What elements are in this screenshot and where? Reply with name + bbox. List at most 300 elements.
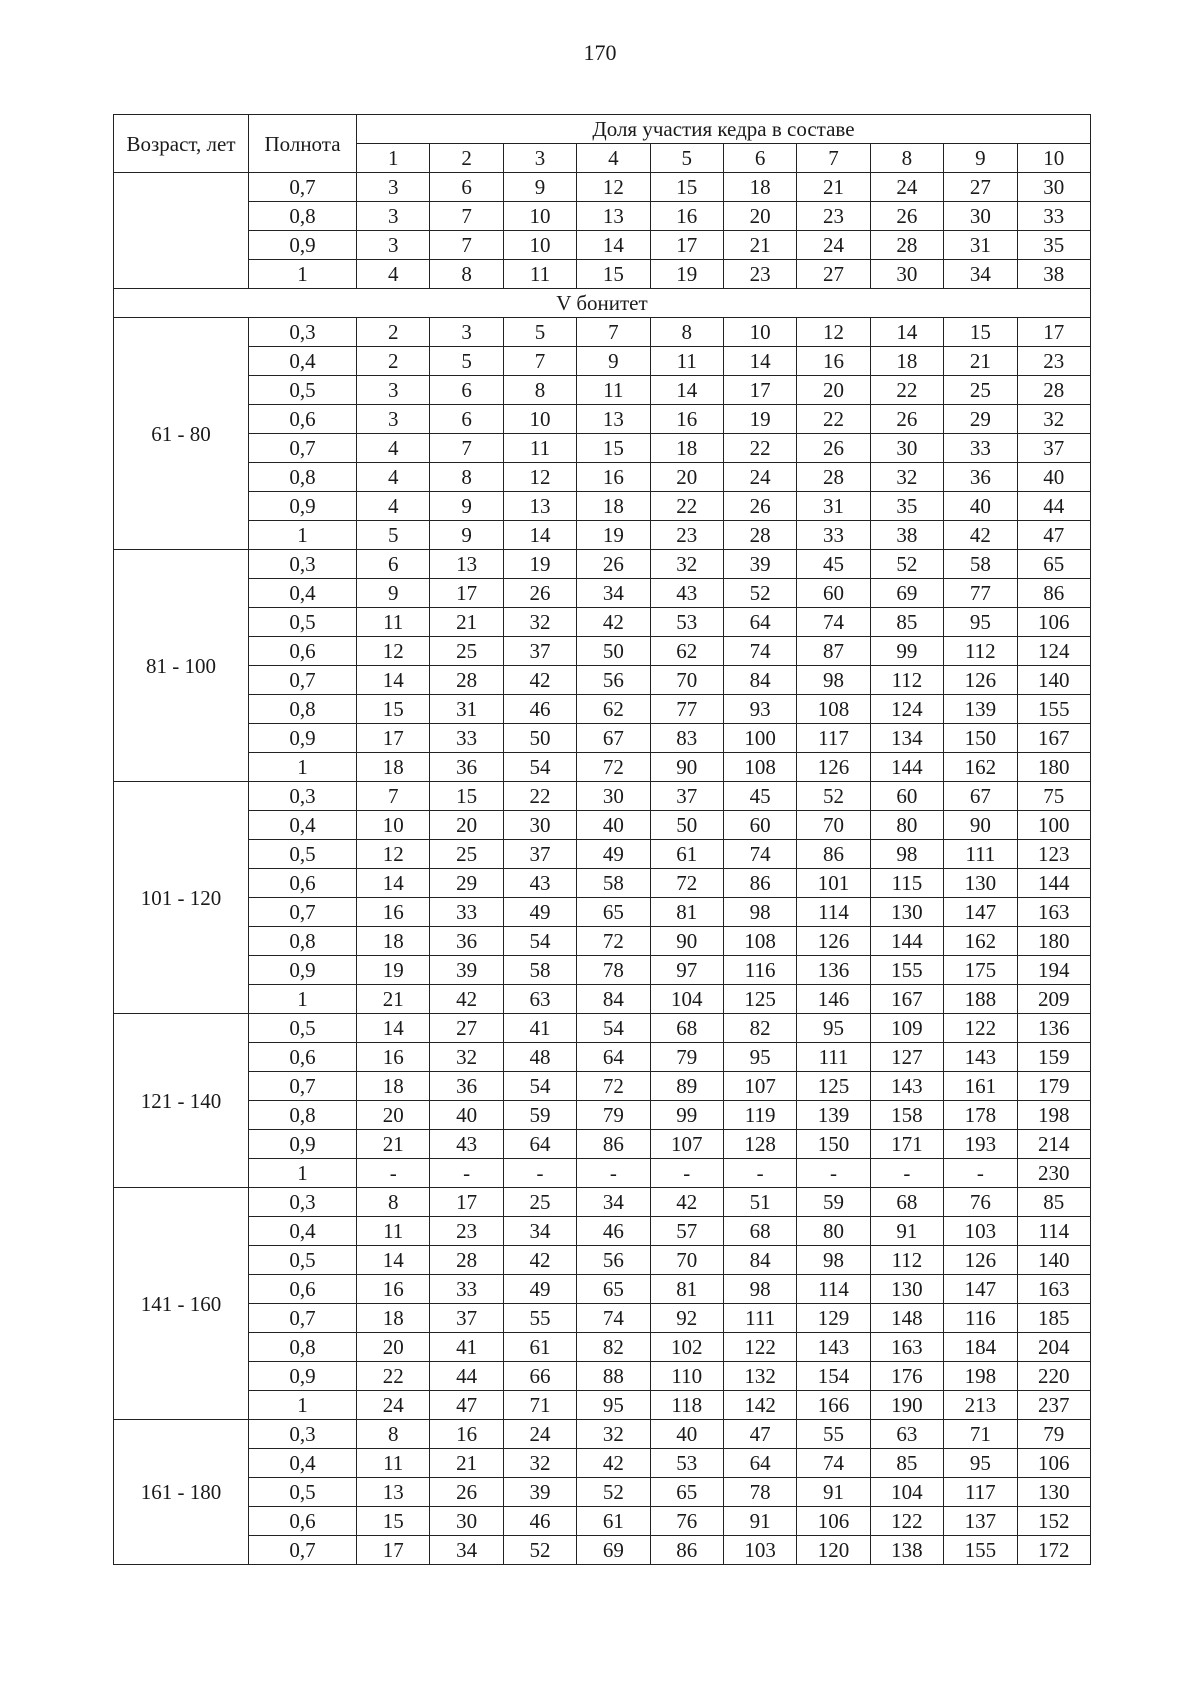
table-row: [114, 579, 1091, 608]
value-cell: 52: [503, 1536, 576, 1565]
value-cell: 126: [944, 1246, 1017, 1275]
fullness-cell: 1: [249, 521, 357, 550]
value-cell: 85: [1017, 1188, 1090, 1217]
value-cell: 102: [650, 1333, 723, 1362]
fullness-cell: 0,9: [249, 492, 357, 521]
value-cell: 18: [357, 927, 430, 956]
value-cell: 5: [430, 347, 503, 376]
value-cell: 32: [430, 1043, 503, 1072]
value-cell: 19: [650, 260, 723, 289]
value-cell: 15: [430, 782, 503, 811]
table-row: [114, 434, 1091, 463]
value-cell: 14: [577, 231, 650, 260]
table-row: [114, 492, 1091, 521]
value-cell: 38: [1017, 260, 1090, 289]
value-cell: 42: [577, 1449, 650, 1478]
value-cell: 147: [944, 898, 1017, 927]
fullness-cell: 0,9: [249, 1130, 357, 1159]
share-column-6: 6: [723, 144, 796, 173]
value-cell: 30: [944, 202, 1017, 231]
value-cell: 132: [723, 1362, 796, 1391]
value-cell: 125: [723, 985, 796, 1014]
table-row: [114, 260, 1091, 289]
value-cell: 67: [944, 782, 1017, 811]
value-cell: 107: [723, 1072, 796, 1101]
value-cell: 18: [870, 347, 943, 376]
value-cell: 28: [430, 1246, 503, 1275]
value-cell: 72: [577, 753, 650, 782]
value-cell: 148: [870, 1304, 943, 1333]
value-cell: 143: [944, 1043, 1017, 1072]
table-row: [114, 231, 1091, 260]
value-cell: 5: [357, 521, 430, 550]
value-cell: 18: [650, 434, 723, 463]
value-cell: 116: [944, 1304, 1017, 1333]
value-cell: 110: [650, 1362, 723, 1391]
fullness-cell: 0,8: [249, 463, 357, 492]
value-cell: 37: [503, 840, 576, 869]
fullness-cell: 0,8: [249, 1101, 357, 1130]
value-cell: 33: [430, 898, 503, 927]
fullness-cell: 0,3: [249, 1188, 357, 1217]
value-cell: 140: [1017, 1246, 1090, 1275]
value-cell: -: [944, 1159, 1017, 1188]
value-cell: 17: [357, 724, 430, 753]
value-cell: 116: [723, 956, 796, 985]
value-cell: 88: [577, 1362, 650, 1391]
value-cell: 21: [430, 608, 503, 637]
table-row: [114, 985, 1091, 1014]
value-cell: 56: [577, 1246, 650, 1275]
value-cell: 76: [944, 1188, 1017, 1217]
value-cell: 112: [870, 666, 943, 695]
fullness-cell: 0,7: [249, 898, 357, 927]
value-cell: 46: [503, 1507, 576, 1536]
fullness-column-header: Полнота: [249, 115, 357, 173]
table-row: [114, 1130, 1091, 1159]
value-cell: 143: [797, 1333, 870, 1362]
value-cell: 118: [650, 1391, 723, 1420]
value-cell: 143: [870, 1072, 943, 1101]
value-cell: 65: [577, 898, 650, 927]
value-cell: 3: [357, 202, 430, 231]
table-row: [114, 608, 1091, 637]
value-cell: 75: [1017, 782, 1090, 811]
value-cell: 134: [870, 724, 943, 753]
fullness-cell: 0,7: [249, 666, 357, 695]
value-cell: 16: [650, 405, 723, 434]
value-cell: 30: [503, 811, 576, 840]
value-cell: 32: [1017, 405, 1090, 434]
value-cell: 37: [430, 1304, 503, 1333]
value-cell: 60: [797, 579, 870, 608]
value-cell: 11: [503, 260, 576, 289]
value-cell: 184: [944, 1333, 1017, 1362]
value-cell: 7: [577, 318, 650, 347]
value-cell: 190: [870, 1391, 943, 1420]
value-cell: 8: [430, 260, 503, 289]
value-cell: 122: [944, 1014, 1017, 1043]
value-cell: 25: [430, 637, 503, 666]
value-cell: 33: [797, 521, 870, 550]
value-cell: 2: [357, 318, 430, 347]
value-cell: 129: [797, 1304, 870, 1333]
value-cell: 28: [1017, 376, 1090, 405]
table-row: [114, 1246, 1091, 1275]
value-cell: 82: [577, 1333, 650, 1362]
value-cell: 21: [430, 1449, 503, 1478]
value-cell: 3: [357, 173, 430, 202]
table-row: [114, 376, 1091, 405]
fullness-cell: 0,4: [249, 1449, 357, 1478]
value-cell: 52: [870, 550, 943, 579]
value-cell: 99: [870, 637, 943, 666]
value-cell: 46: [503, 695, 576, 724]
value-cell: 18: [723, 173, 796, 202]
value-cell: 47: [430, 1391, 503, 1420]
value-cell: 155: [870, 956, 943, 985]
value-cell: 52: [577, 1478, 650, 1507]
value-cell: 8: [503, 376, 576, 405]
value-cell: 11: [357, 1449, 430, 1478]
share-column-8: 8: [870, 144, 943, 173]
value-cell: 12: [357, 637, 430, 666]
value-cell: 69: [577, 1536, 650, 1565]
value-cell: 17: [650, 231, 723, 260]
value-cell: 27: [430, 1014, 503, 1043]
value-cell: 92: [650, 1304, 723, 1333]
value-cell: 13: [577, 202, 650, 231]
fullness-cell: 0,7: [249, 434, 357, 463]
value-cell: 6: [430, 405, 503, 434]
value-cell: 18: [357, 1304, 430, 1333]
age-group-cell: 121 - 140: [114, 1014, 249, 1188]
value-cell: 4: [357, 260, 430, 289]
table-row: [114, 202, 1091, 231]
value-cell: -: [797, 1159, 870, 1188]
value-cell: 63: [503, 985, 576, 1014]
fullness-cell: 0,5: [249, 1014, 357, 1043]
value-cell: 17: [723, 376, 796, 405]
value-cell: 122: [870, 1507, 943, 1536]
value-cell: 24: [797, 231, 870, 260]
value-cell: 146: [797, 985, 870, 1014]
value-cell: 137: [944, 1507, 1017, 1536]
value-cell: 34: [503, 1217, 576, 1246]
value-cell: 126: [797, 927, 870, 956]
value-cell: 25: [430, 840, 503, 869]
table-row: [114, 869, 1091, 898]
value-cell: 104: [650, 985, 723, 1014]
share-column-1: 1: [357, 144, 430, 173]
value-cell: 36: [430, 753, 503, 782]
value-cell: 198: [1017, 1101, 1090, 1130]
value-cell: 22: [503, 782, 576, 811]
value-cell: 4: [357, 492, 430, 521]
value-cell: -: [357, 1159, 430, 1188]
fullness-cell: 1: [249, 985, 357, 1014]
value-cell: 61: [577, 1507, 650, 1536]
age-group-cell: 61 - 80: [114, 318, 249, 550]
value-cell: 20: [357, 1101, 430, 1130]
value-cell: 4: [357, 434, 430, 463]
value-cell: 9: [503, 173, 576, 202]
value-cell: 80: [797, 1217, 870, 1246]
value-cell: 33: [944, 434, 1017, 463]
table-row: [114, 840, 1091, 869]
age-group-cell: 141 - 160: [114, 1188, 249, 1420]
value-cell: 16: [357, 1043, 430, 1072]
value-cell: 23: [797, 202, 870, 231]
value-cell: 14: [357, 666, 430, 695]
value-cell: 21: [357, 985, 430, 1014]
value-cell: 49: [577, 840, 650, 869]
value-cell: 14: [357, 1014, 430, 1043]
value-cell: 58: [944, 550, 1017, 579]
fullness-cell: 1: [249, 1159, 357, 1188]
value-cell: 130: [944, 869, 1017, 898]
value-cell: 40: [944, 492, 1017, 521]
value-cell: 30: [870, 434, 943, 463]
value-cell: 220: [1017, 1362, 1090, 1391]
value-cell: 31: [797, 492, 870, 521]
value-cell: 36: [430, 927, 503, 956]
value-cell: 37: [650, 782, 723, 811]
value-cell: 237: [1017, 1391, 1090, 1420]
value-cell: 7: [357, 782, 430, 811]
value-cell: 194: [1017, 956, 1090, 985]
fullness-cell: 0,3: [249, 318, 357, 347]
value-cell: 140: [1017, 666, 1090, 695]
value-cell: 85: [870, 608, 943, 637]
age-group-cell: 81 - 100: [114, 550, 249, 782]
value-cell: 34: [577, 1188, 650, 1217]
value-cell: 12: [577, 173, 650, 202]
value-cell: 114: [1017, 1217, 1090, 1246]
value-cell: 64: [723, 1449, 796, 1478]
table-row: [114, 1014, 1091, 1043]
value-cell: 17: [430, 1188, 503, 1217]
value-cell: 63: [870, 1420, 943, 1449]
value-cell: 124: [1017, 637, 1090, 666]
value-cell: 65: [1017, 550, 1090, 579]
value-cell: 100: [723, 724, 796, 753]
value-cell: 35: [1017, 231, 1090, 260]
value-cell: 163: [1017, 1275, 1090, 1304]
table-body: [114, 173, 1091, 1565]
value-cell: 61: [503, 1333, 576, 1362]
value-cell: 22: [797, 405, 870, 434]
value-cell: 111: [723, 1304, 796, 1333]
value-cell: 11: [650, 347, 723, 376]
value-cell: 119: [723, 1101, 796, 1130]
table-row: [114, 1072, 1091, 1101]
value-cell: 12: [503, 463, 576, 492]
value-cell: 7: [430, 434, 503, 463]
fullness-cell: 0,3: [249, 782, 357, 811]
value-cell: 6: [430, 376, 503, 405]
value-cell: 111: [944, 840, 1017, 869]
fullness-cell: 0,4: [249, 347, 357, 376]
table-row: [114, 1101, 1091, 1130]
value-cell: 55: [503, 1304, 576, 1333]
value-cell: 79: [1017, 1420, 1090, 1449]
fullness-cell: 0,6: [249, 1507, 357, 1536]
value-cell: 19: [577, 521, 650, 550]
value-cell: 180: [1017, 753, 1090, 782]
value-cell: 67: [577, 724, 650, 753]
fullness-cell: 0,9: [249, 956, 357, 985]
value-cell: 54: [503, 927, 576, 956]
fullness-cell: 0,7: [249, 1072, 357, 1101]
fullness-cell: 0,6: [249, 1275, 357, 1304]
fullness-cell: 0,5: [249, 376, 357, 405]
value-cell: 59: [503, 1101, 576, 1130]
table-row: [114, 347, 1091, 376]
value-cell: 19: [503, 550, 576, 579]
fullness-cell: 0,5: [249, 1478, 357, 1507]
value-cell: 70: [797, 811, 870, 840]
value-cell: -: [503, 1159, 576, 1188]
value-cell: 127: [870, 1043, 943, 1072]
value-cell: 5: [503, 318, 576, 347]
value-cell: 31: [944, 231, 1017, 260]
value-cell: 155: [1017, 695, 1090, 724]
table-row: [114, 1275, 1091, 1304]
table-row: [114, 637, 1091, 666]
value-cell: 42: [577, 608, 650, 637]
table-row: [114, 724, 1091, 753]
value-cell: 11: [357, 1217, 430, 1246]
value-cell: 29: [430, 869, 503, 898]
value-cell: 126: [797, 753, 870, 782]
page-number: 170: [583, 40, 617, 65]
value-cell: 32: [503, 608, 576, 637]
table-row: [114, 782, 1091, 811]
value-cell: 99: [650, 1101, 723, 1130]
value-cell: 33: [430, 724, 503, 753]
value-cell: 98: [797, 666, 870, 695]
value-cell: 30: [870, 260, 943, 289]
value-cell: 13: [357, 1478, 430, 1507]
value-cell: 136: [797, 956, 870, 985]
value-cell: 64: [503, 1130, 576, 1159]
value-cell: 23: [650, 521, 723, 550]
value-cell: 84: [577, 985, 650, 1014]
value-cell: 10: [357, 811, 430, 840]
value-cell: 54: [503, 753, 576, 782]
value-cell: 53: [650, 608, 723, 637]
value-cell: 23: [1017, 347, 1090, 376]
value-cell: 26: [503, 579, 576, 608]
value-cell: 16: [797, 347, 870, 376]
value-cell: 34: [430, 1536, 503, 1565]
value-cell: 39: [723, 550, 796, 579]
share-column-2: 2: [430, 144, 503, 173]
value-cell: 15: [650, 173, 723, 202]
value-cell: 8: [430, 463, 503, 492]
value-cell: 27: [944, 173, 1017, 202]
value-cell: 101: [797, 869, 870, 898]
value-cell: 28: [797, 463, 870, 492]
value-cell: 128: [723, 1130, 796, 1159]
value-cell: 19: [357, 956, 430, 985]
value-cell: 150: [797, 1130, 870, 1159]
value-cell: 48: [503, 1043, 576, 1072]
value-cell: 138: [870, 1536, 943, 1565]
value-cell: 26: [870, 202, 943, 231]
value-cell: 175: [944, 956, 1017, 985]
value-cell: 26: [430, 1478, 503, 1507]
value-cell: 78: [577, 956, 650, 985]
fullness-cell: 0,4: [249, 1217, 357, 1246]
value-cell: 18: [357, 753, 430, 782]
value-cell: 27: [797, 260, 870, 289]
value-cell: 74: [797, 608, 870, 637]
value-cell: 50: [650, 811, 723, 840]
fullness-cell: 0,7: [249, 1536, 357, 1565]
value-cell: 72: [650, 869, 723, 898]
value-cell: 85: [870, 1449, 943, 1478]
value-cell: 65: [577, 1275, 650, 1304]
value-cell: 74: [577, 1304, 650, 1333]
value-cell: 8: [650, 318, 723, 347]
value-cell: 14: [723, 347, 796, 376]
value-cell: 103: [944, 1217, 1017, 1246]
table-row: [114, 318, 1091, 347]
value-cell: 90: [650, 753, 723, 782]
value-cell: 176: [870, 1362, 943, 1391]
value-cell: 79: [577, 1101, 650, 1130]
value-cell: 18: [577, 492, 650, 521]
fullness-cell: 0,6: [249, 637, 357, 666]
value-cell: 81: [650, 1275, 723, 1304]
value-cell: 93: [723, 695, 796, 724]
value-cell: 36: [430, 1072, 503, 1101]
value-cell: 14: [357, 1246, 430, 1275]
value-cell: 22: [723, 434, 796, 463]
value-cell: 24: [870, 173, 943, 202]
fullness-cell: 0,8: [249, 927, 357, 956]
value-cell: 117: [944, 1478, 1017, 1507]
value-cell: 6: [430, 173, 503, 202]
value-cell: 40: [577, 811, 650, 840]
value-cell: 32: [577, 1420, 650, 1449]
fullness-cell: 0,9: [249, 724, 357, 753]
table-row: [114, 1159, 1091, 1188]
value-cell: 37: [1017, 434, 1090, 463]
value-cell: 126: [944, 666, 1017, 695]
value-cell: 15: [357, 695, 430, 724]
value-cell: 108: [797, 695, 870, 724]
value-cell: 9: [430, 521, 503, 550]
value-cell: 83: [650, 724, 723, 753]
value-cell: 112: [944, 637, 1017, 666]
value-cell: 31: [430, 695, 503, 724]
value-cell: 60: [723, 811, 796, 840]
value-cell: 16: [650, 202, 723, 231]
value-cell: 185: [1017, 1304, 1090, 1333]
value-cell: 91: [797, 1478, 870, 1507]
value-cell: 8: [357, 1188, 430, 1217]
value-cell: 22: [650, 492, 723, 521]
value-cell: 30: [430, 1507, 503, 1536]
value-cell: 54: [577, 1014, 650, 1043]
value-cell: 107: [650, 1130, 723, 1159]
value-cell: 3: [430, 318, 503, 347]
table-row: [114, 405, 1091, 434]
value-cell: 21: [357, 1130, 430, 1159]
